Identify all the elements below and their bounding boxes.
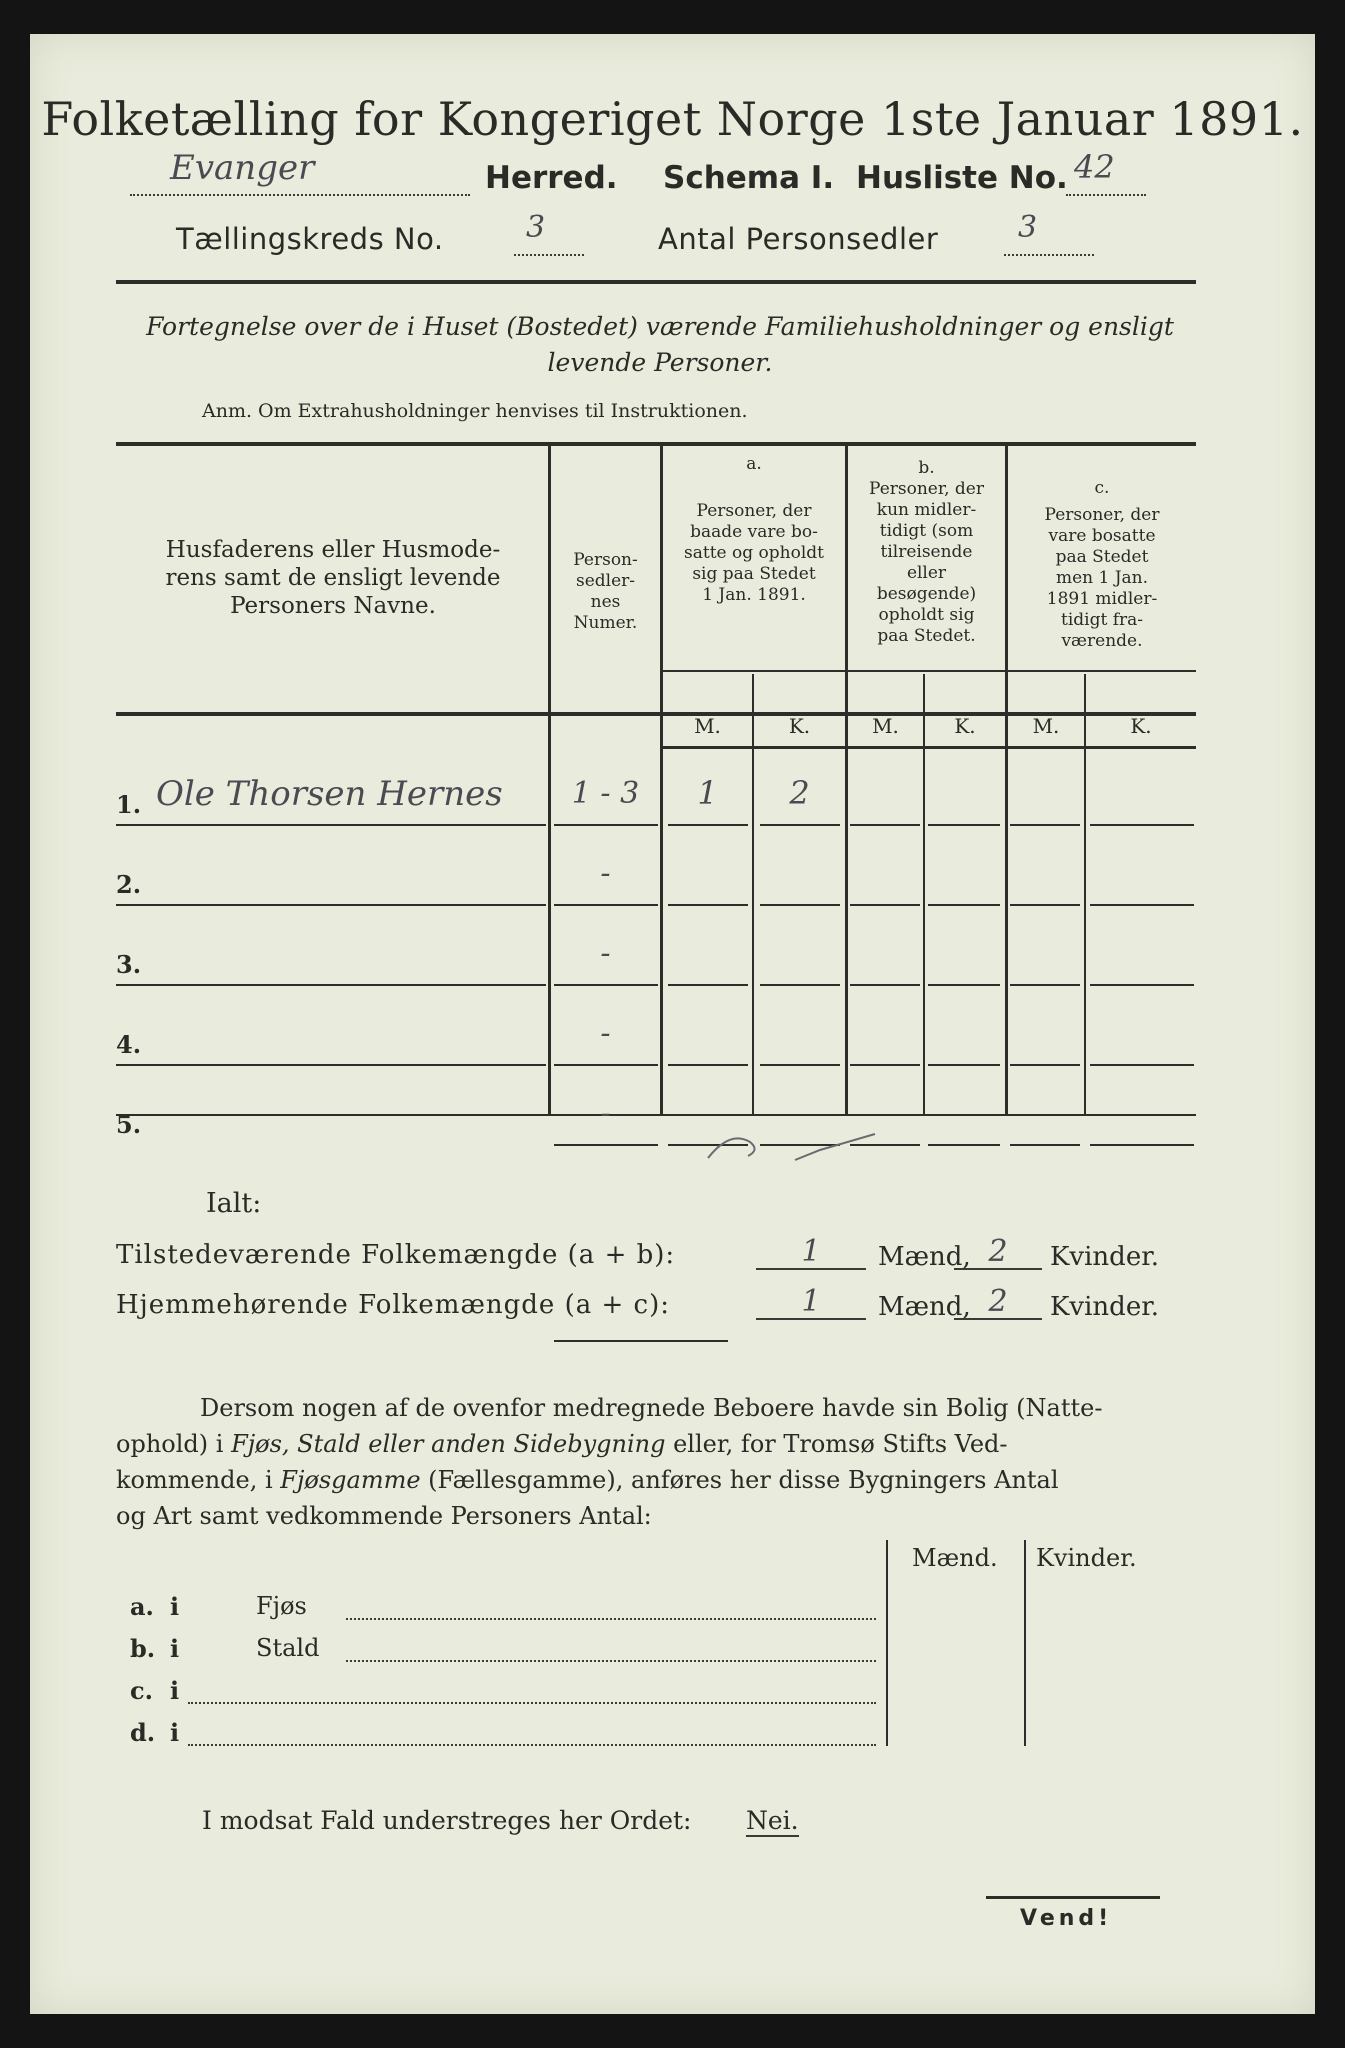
outb-letter: b. [130,1634,156,1663]
row-underline [668,1064,748,1066]
col-a-letter: a. [746,454,762,474]
vline-c-mk [1084,674,1086,1114]
row-underline [116,1064,546,1066]
col-num-line: Numer. [573,613,638,633]
hjem-m-value: 1 [801,1284,821,1319]
header-text-line: Personer, der [869,479,984,499]
outb-dotted-leader [346,1616,876,1620]
outb-label: Fjøs [256,1592,307,1620]
schema-label: Schema I. [663,160,835,196]
header-text-line: tidigt fra- [1060,610,1143,630]
row-underline [668,904,748,906]
form-title: Folketælling for Kongeriget Norge 1ste Januar 1891. [41,92,1304,146]
intro-line-1: Fortegnelse over de i Huset (Bostedet) værende Familiehusholdninger og ensligt [146,312,1174,341]
hjem-k-field [954,1284,1042,1320]
header-divider [116,280,1196,284]
tilst-k-value: 2 [988,1234,1008,1269]
col-name-line: rens samt de ensligt levende [165,565,501,591]
col-header-a [663,454,845,606]
row-underline [554,1064,658,1066]
row-underline [850,904,920,906]
col-c-k: K. [1130,714,1152,738]
header-text-line: vare bosatte [1048,526,1156,546]
intro-line-2: levende Personer. [547,348,773,377]
header-text-line: paa Stedet. [877,626,976,646]
para-line [116,1462,1196,1498]
kreds-field [514,210,584,256]
outb-prefix: i [170,1718,180,1747]
row-underline [554,904,658,906]
row-underline [1090,1144,1194,1146]
antal-field [1004,210,1094,256]
section-divider [554,1340,728,1342]
para-line: Dersom nogen af de ovenfor medregnede Beboere havde sin Bolig (Natte- [200,1394,1103,1422]
row-underline [850,984,920,986]
col-header-c [1008,478,1196,652]
tilst-k-field [954,1234,1042,1270]
row-underline [1010,1144,1080,1146]
modsat-label: I modsat Fald understreges her Ordet: [202,1806,692,1835]
outb-vline-2 [1024,1540,1026,1746]
row-underline [928,824,1000,826]
header-text-line: opholdt sig [878,605,975,625]
col-a-k: K. [788,714,811,738]
header-text-line: værende. [1061,631,1143,651]
row-underline [1010,984,1080,986]
herred-value: Evanger [170,148,315,188]
header-text-line: 1891 midler- [1046,589,1158,609]
pencil-mark-icon [700,1120,890,1170]
row-underline [760,1064,840,1066]
row-underline [928,1064,1000,1066]
col-header-numbers [551,550,660,634]
mk-group-rule [662,670,1196,672]
outb-dotted-leader [346,1658,876,1662]
row-underline [116,904,546,906]
row-number: 3. [116,950,142,979]
row-underline [928,984,1000,986]
outb-kvinder-header: Kvinder. [1036,1544,1137,1572]
ialt-label: Ialt: [206,1188,262,1219]
row-underline [116,984,546,986]
husliste-field [1066,148,1146,196]
husliste-label: Husliste No. [856,160,1068,196]
hjem-kvinder: Kvinder. [1050,1292,1160,1322]
row-a-m: 1 [697,774,718,812]
row-personsedler: - [600,1096,611,1131]
row-underline [668,984,748,986]
nei-word: Nei. [746,1806,799,1835]
row-personsedler: - [600,1016,611,1051]
col-b-text [848,479,1005,647]
hjem-maend: Mænd, [878,1292,971,1322]
row-underline [668,824,748,826]
row-underline [1090,984,1194,986]
tilst-maend: Mænd, [878,1242,971,1272]
kreds-label: Tællingskreds No. [176,222,444,256]
col-num-line: nes [590,592,621,612]
outb-prefix: i [170,1592,180,1621]
antal-label: Antal Personsedler [658,222,939,256]
header-text-line: paa Stedet [1055,547,1149,567]
antal-value: 3 [1018,210,1038,245]
row-underline [1090,1064,1194,1066]
row-number: 4. [116,1030,142,1059]
outb-letter: c. [130,1676,153,1705]
col-header-names [120,536,546,620]
row-underline [554,1144,658,1146]
row-number: 1. [116,790,142,819]
col-b-m: M. [872,714,899,738]
row-number: 5. [116,1110,142,1139]
header-text-line: sig paa Stedet [692,564,816,584]
row-underline [1090,824,1194,826]
header-text-line: Personer, der [1044,505,1160,525]
header-text-line: tidigt (som [879,521,974,541]
header-text-line: besøgende) [876,584,977,604]
row-personsedler: 1 - 3 [571,776,640,811]
vend-rule [986,1896,1160,1899]
outbuildings-paragraph [116,1390,1196,1534]
header-text-line: 1 Jan. 1891. [702,585,806,605]
anm-note: Anm. Om Extrahusholdninger henvises til Instruktionen. [202,400,748,422]
row-underline [554,984,658,986]
para-text: (Fællesgamme), anføres her disse Bygningers Antal [420,1466,1059,1494]
husliste-value: 42 [1074,148,1115,186]
mk-bottom-rule [662,746,1196,749]
row-underline [760,824,840,826]
row-underline [928,1144,1000,1146]
tilst-kvinder: Kvinder. [1050,1242,1160,1272]
col-a-m: M. [694,714,721,738]
row-a-k: 2 [789,774,810,812]
row-underline [116,824,546,826]
col-header-b [848,458,1005,647]
row-personsedler: - [600,936,611,971]
census-form-page [30,34,1315,2014]
outb-letter: d. [130,1718,156,1747]
row-underline [760,984,840,986]
tilst-m-field [756,1234,866,1270]
row-underline [928,904,1000,906]
col-num-line: Person- [573,550,638,570]
row-number: 2. [116,870,142,899]
vend-label: Vend! [1020,1906,1113,1931]
header-text-line: tilreisende [880,542,973,562]
header-text-line: baade vare bo- [690,522,818,542]
hjem-m-field [756,1284,866,1320]
outb-maend-header: Mænd. [912,1544,998,1572]
row-underline [850,824,920,826]
col-name-line: Personers Navne. [230,593,436,619]
outb-prefix: i [170,1634,180,1663]
header-text-line: satte og opholdt [684,543,824,563]
col-c-letter: c. [1094,478,1110,498]
para-line [116,1426,1196,1462]
para-line: og Art samt vedkommende Personers Antal: [116,1502,652,1530]
row-underline [1090,904,1194,906]
kreds-value: 3 [526,210,546,245]
para-text: kommende, i [116,1466,281,1494]
col-b-k: K. [954,714,976,738]
header-text-line: Personer, der [696,501,812,521]
vline-a-mk [752,674,754,1114]
row-name: Ole Thorsen Hernes [156,774,503,814]
col-name-line: Husfaderens eller Husmode- [165,537,501,563]
row-underline [1010,1064,1080,1066]
row-underline [1010,824,1080,826]
tilst-label: Tilstedeværende Folkemængde (a + b): [116,1240,676,1270]
para-text: ophold) i [116,1430,232,1458]
col-a-text [663,501,845,606]
para-text-italic: Fjøsgamme [280,1466,421,1494]
col-b-letter: b. [918,458,935,478]
hjem-k-value: 2 [988,1284,1008,1319]
outb-letter: a. [130,1592,154,1621]
outb-dotted-leader [188,1700,876,1704]
row-personsedler: - [600,856,611,891]
vline-b-mk [923,674,925,1114]
herred-label: Herred. [485,160,618,196]
hjem-label: Hjemmehørende Folkemængde (a + c): [116,1290,670,1320]
col-c-m: M. [1032,714,1060,738]
table-top-rule [116,442,1196,446]
outb-vline-1 [886,1540,888,1746]
col-num-line: sedler- [575,571,636,591]
header-text-line: men 1 Jan. [1055,568,1149,588]
tilst-m-value: 1 [801,1234,821,1269]
row-underline [850,1064,920,1066]
outb-dotted-leader [188,1742,876,1746]
row-underline [1010,904,1080,906]
para-text-italic: Fjøs, Stald eller anden Sidebygning [231,1430,666,1458]
para-text: eller, for Tromsø Stifts Ved- [665,1430,1008,1458]
header-text-line: kun midler- [876,500,977,520]
row-underline [554,824,658,826]
outb-prefix: i [170,1676,180,1705]
herred-field [130,148,470,196]
header-text-line: eller [906,563,947,583]
outb-label: Stald [256,1634,320,1662]
row-underline [760,904,840,906]
col-c-text [1008,505,1196,652]
